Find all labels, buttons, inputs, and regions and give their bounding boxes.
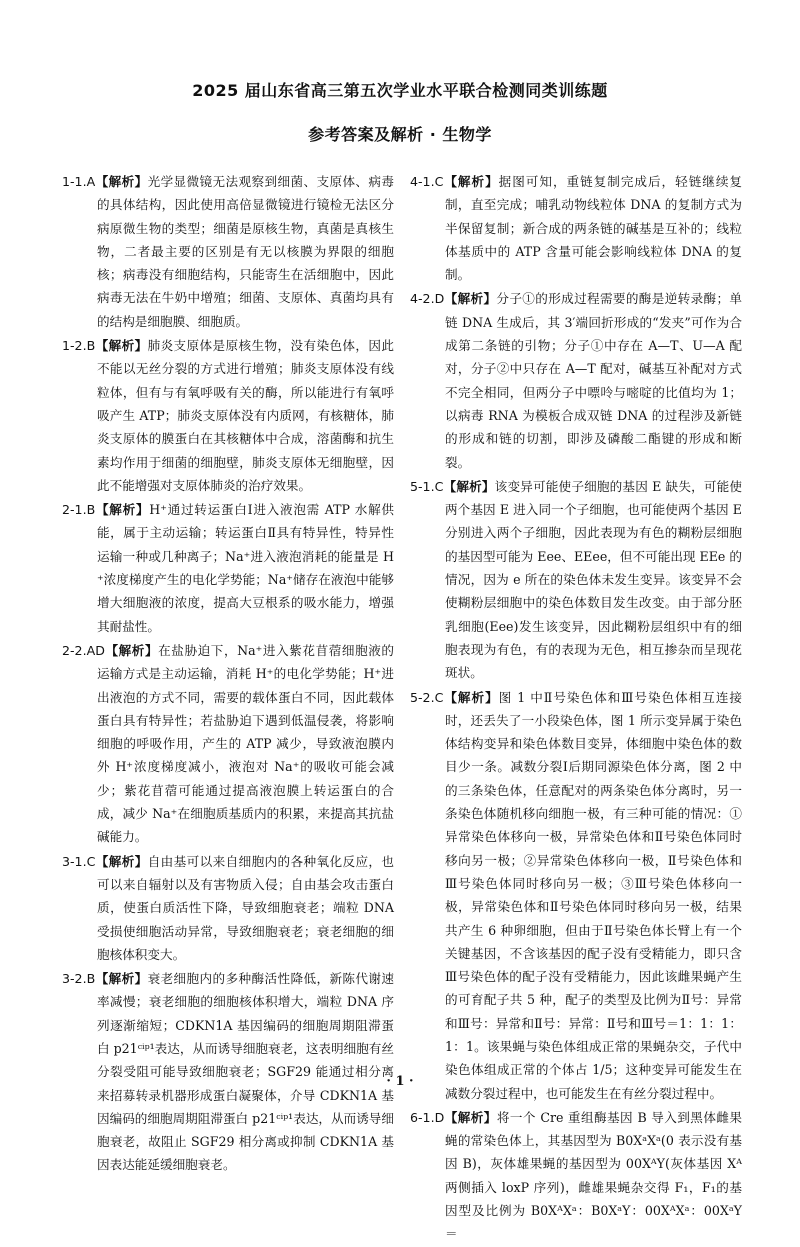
analysis-text: H⁺通过转运蛋白Ⅰ进入液泡需 ATP 水解供能，属于主动运输；转运蛋白Ⅱ具有特异性，特异性运输一种或几种离子；Na⁺进入液泡消耗的能量是 H⁺浓度梯度产生的电化学势能；Na⁺储存在液泡中能够增大细胞液的浓度，提高大豆根系的吸水能力，增强其耐盐性。 — [97, 502, 395, 634]
answer-number: 5-1.C — [410, 478, 444, 494]
answer-number: 6-1.D — [410, 1109, 445, 1125]
answer-entry — [410, 475, 742, 685]
answer-entry — [410, 170, 742, 286]
answer-number: 3-1.C — [62, 853, 96, 869]
analysis-tag: 【解析】 — [444, 1109, 497, 1125]
analysis-tag: 【解析】 — [104, 642, 159, 658]
answer-entry — [62, 967, 394, 1177]
answer-entry — [410, 287, 742, 473]
analysis-text: 衰老细胞内的多种酶活性降低，新陈代谢速率减慢；衰老细胞的细胞核体积增大，端粒 DNA 序列逐渐缩短；CDKN1A 基因编码的细胞周期阻滞蛋白 p21ᶜⁱᵖ¹表达，从而诱导细胞衰老，这表明细胞有丝分裂受阻可能导致细胞衰老；SGF29 能通过相分离来招募转录机器形成蛋白凝聚体，介导 CDKN1A 基因编码的细胞周期阻滞蛋白 p21ᶜⁱᵖ¹表达，从而诱导细胞衰老，故阻止 SGF29 相分离或抑制 CDKN1A 基因表达能延缓细胞衰老。 — [97, 971, 395, 1173]
answer-number: 1-2.B — [62, 338, 96, 354]
analysis-tag: 【解析】 — [95, 174, 148, 189]
answer-entry — [410, 686, 742, 1105]
page-title: 2025 届山东省高三第五次学业水平联合检测同类训练题 — [192, 81, 608, 100]
analysis-tag: 【解析】 — [443, 174, 499, 189]
analysis-tag: 【解析】 — [444, 291, 497, 307]
answer-number: 5-2.C — [410, 689, 444, 705]
answer-entry — [62, 334, 394, 497]
page-subtitle: 参考答案及解析 · 生物学 — [308, 125, 492, 144]
analysis-text: 据图可知，重链复制完成后，轻链继续复制，直至完成；哺乳动物线粒体 DNA 的复制方式为半保留复制；新合成的两条链的碱基是互补的；线粒体基质中的 ATP 含量可能会影响线粒体 DNA 的复制。 — [445, 174, 743, 283]
answer-number: 4-2.D — [410, 291, 445, 307]
analysis-text: 肺炎支原体是原核生物，没有染色体，因此不能以无丝分裂的方式进行增殖；肺炎支原体没有线粒体，但有与有氧呼吸有关的酶，所以能进行有氧呼吸产生 ATP；肺炎支原体没有内质网，有核糖体，肺炎支原体的膜蛋白在其核糖体中合成，溶菌酶和抗生素均作用于细菌的细胞壁，肺炎支原体无细胞壁，因此不能增强对支原体肺炎的治疗效果。 — [97, 338, 395, 493]
answer-number: 4-1.C — [410, 174, 444, 189]
left-column — [62, 170, 394, 1178]
page-number: · 1 · — [386, 1074, 414, 1089]
analysis-text: 光学显微镜无法观察到细菌、支原体、病毒的具体结构，因此使用高倍显微镜进行镜检无法区分病原微生物的类型；细菌是原核生物，真菌是真核生物，二者最主要的区别是有无以核膜为界限的细胞核；病毒没有细胞结构，只能寄生在活细胞中，因此病毒无法在牛奶中增殖；细菌、支原体、真菌均具有的结构是细胞膜、细胞质。 — [97, 174, 395, 329]
answer-number: 1-1.A — [62, 174, 96, 189]
answer-number: 3-2.B — [62, 971, 96, 987]
analysis-text: 在盐胁迫下，Na⁺进入紫花苜蓿细胞液的运输方式是主动运输，消耗 H⁺的电化学势能；H⁺进出液泡的方式不同，需要的载体蛋白不同，因此载体蛋白具有特异性；若盐胁迫下遇到低温侵袭，将影响细胞的呼吸作用，产生的 ATP 减少，导致液泡膜内外 H⁺浓度梯度减小，液泡对 Na⁺的吸收可能会减少；紫花苜蓿可能通过提高液泡膜上转运蛋白的合成，减少 Na⁺在细胞质基质内的积累，来提高其抗盐碱能力。 — [97, 642, 394, 845]
answer-entry — [62, 498, 394, 638]
analysis-tag: 【解析】 — [95, 338, 148, 354]
answer-entry — [410, 1106, 742, 1246]
analysis-text: 图 1 中Ⅱ号染色体和Ⅲ号染色体相互连接时，还丢失了一小段染色体，图 1 所示变异属于染色体结构变异和染色体数目变异，体细胞中染色体的数目少一条。减数分裂Ⅰ后期同源染色体分离，图 2 中的三条染色体，任意配对的两条染色体分离时，另一条染色体随机移向细胞一极，有三种可能的情况：①异常染色体移向一极，异常染色体和Ⅱ号染色体同时移向另一极；②异常染色体移向一极，Ⅱ号染色体和Ⅲ号染色体同时移向另一极；③Ⅲ号染色体移向一极，异常染色体和Ⅱ号染色体同时移向另一极，结果共产生 6 种卵细胞，但由于Ⅱ号染色体长臂上有一个关键基因，不含该基因的配子没有受精能力，即只含Ⅲ号染色体的配子没有受精能力，因此该雌果蝇产生的可育配子共 5 种，配子的类型及比例为Ⅱ号：异常和Ⅲ号：异常和Ⅱ号：异常：Ⅱ号和Ⅲ号＝1：1：1：1：1。该果蝇与染色体组成正常的果蝇杂交，子代中染色体组成正常的个体占 1/5；这种变异可能发生在减数分裂过程中，也可能发生在有丝分裂过程中。 — [445, 689, 742, 1101]
analysis-text: 分子①的形成过程需要的酶是逆转录酶；单链 DNA 生成后，其 3′端回折形成的“发夹”可作为合成第二条链的引物；分子①中存在 A—T、U—A 配对，分子②中只存在 A—T 配对，碱基互补配对方式不完全相同，但两分子中嘌呤与嘧啶的比值均为 1；以病毒 RNA 为模板合成双链 DNA 的过程涉及新链的形成和链的切割，即涉及磷酸二酯键的形成和断裂。 — [445, 291, 743, 470]
answer-number: 2-2.AD — [62, 642, 105, 658]
analysis-tag: 【解析】 — [95, 971, 148, 987]
analysis-text: 该变异可能使子细胞的基因 E 缺失，可能使两个基因 E 进入同一个子细胞，也可能使两个基因 E 分别进入两个子细胞，因此表现为有色的糊粉层细胞的基因型可能为 Eee、EEee，但不可能出现 EEe 的情况，因为 e 所在的染色体未发生变异。该变异不会使糊粉层细胞中的染色体数目发生改变。由于部分胚乳细胞(Eee)发生该变异，因此糊粉层组织中有的细胞表现为有色，有的表现为无色，相互掺杂而呈现花斑状。 — [445, 478, 743, 681]
analysis-text: 将一个 Cre 重组酶基因 B 导入到黑体雌果蝇的常染色体上，其基因型为 B0XᵃXᵃ(0 表示没有基因 B)，灰体雄果蝇的基因型为 00XᴬY(灰体基因 Xᴬ两侧插入 loxP 序列)，雌雄果蝇杂交得 F₁，F₁的基因型及比例为 B0XᴬXᵃ：B0XᵃY：00XᴬXᵃ：00XᵃY＝ — [445, 1109, 742, 1242]
analysis-text: 自由基可以来自细胞内的各种氧化反应，也可以来自辐射以及有害物质入侵；自由基会攻击蛋白质，使蛋白质活性下降，导致细胞衰老；端粒 DNA 受损使细胞活动异常，导致细胞衰老；衰老细胞的细胞核体积变大。 — [97, 853, 395, 962]
answer-number: 2-1.B — [62, 502, 96, 518]
analysis-tag: 【解析】 — [443, 689, 499, 705]
analysis-tag: 【解析】 — [95, 502, 150, 518]
analysis-tag: 【解析】 — [95, 853, 148, 869]
answer-entry — [62, 639, 394, 849]
analysis-tag: 【解析】 — [443, 478, 495, 494]
answer-entry — [62, 170, 394, 333]
answer-entry — [62, 850, 394, 966]
